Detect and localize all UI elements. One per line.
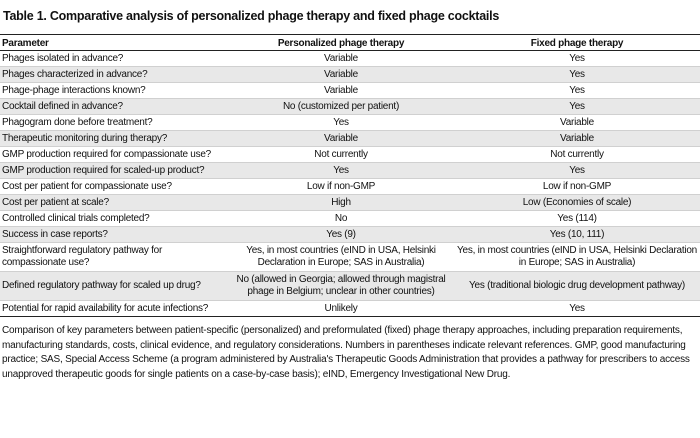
cell-fixed: Yes [454, 67, 700, 83]
cell-fixed: Low if non-GMP [454, 179, 700, 195]
table-row [0, 147, 700, 163]
cell-parameter: Cost per patient for compassionate use? [0, 179, 228, 195]
cell-personalized: Variable [228, 67, 454, 83]
cell-parameter: Straightforward regulatory pathway for compassionate use? [0, 243, 228, 272]
table-row [0, 272, 700, 301]
cell-fixed: Low (Economies of scale) [454, 195, 700, 211]
cell-personalized: Variable [228, 51, 454, 67]
cell-personalized: Low if non-GMP [228, 179, 454, 195]
cell-fixed: Not currently [454, 147, 700, 163]
cell-parameter: Phages isolated in advance? [0, 51, 228, 67]
table-body [0, 51, 700, 317]
cell-parameter: Cocktail defined in advance? [0, 99, 228, 115]
cell-fixed: Yes (114) [454, 211, 700, 227]
cell-personalized: Variable [228, 83, 454, 99]
cell-parameter: Success in case reports? [0, 227, 228, 243]
table-row [0, 195, 700, 211]
table-row [0, 243, 700, 272]
cell-parameter: GMP production required for compassionate use? [0, 147, 228, 163]
table-footnote: Comparison of key parameters between patient-specific (personalized) and preformulated (fixed) phage therapy approaches, including preparation requirements, manufacturing standards, costs, clinical evidence, and regulatory considerations. Numbers in parentheses indicate relevant references. GMP, good manufacturing practice; SAS, Special Access Scheme (a program administered by Australia's Therapeutic Goods Administration that provides a pathway for prescribers to access unapproved therapeutic goods for single patients on a case-by-case basis); eIND, Emergency Investigational New Drug. [2, 325, 690, 380]
cell-personalized: No (allowed in Georgia; allowed through magistral phage in Belgium; unclear in other countries) [228, 272, 454, 301]
cell-personalized: Yes (9) [228, 227, 454, 243]
cell-parameter: Potential for rapid availability for acute infections? [0, 301, 228, 317]
cell-parameter: Controlled clinical trials completed? [0, 211, 228, 227]
column-header-personalized: Personalized phage therapy [228, 36, 454, 51]
cell-parameter: Phagogram done before treatment? [0, 115, 228, 131]
cell-fixed: Variable [454, 115, 700, 131]
table-row [0, 83, 700, 99]
cell-fixed: Yes (traditional biologic drug development pathway) [454, 272, 700, 301]
comparison-table [0, 36, 700, 317]
column-header-fixed: Fixed phage therapy [454, 36, 700, 51]
cell-fixed: Yes (10, 111) [454, 227, 700, 243]
cell-fixed: Yes [454, 83, 700, 99]
table-row [0, 99, 700, 115]
cell-personalized: Variable [228, 131, 454, 147]
table-row [0, 67, 700, 83]
cell-personalized: No [228, 211, 454, 227]
cell-fixed: Yes [454, 51, 700, 67]
cell-parameter: Therapeutic monitoring during therapy? [0, 131, 228, 147]
cell-fixed: Yes [454, 99, 700, 115]
cell-fixed: Yes [454, 301, 700, 317]
table-row [0, 51, 700, 67]
table-row [0, 211, 700, 227]
cell-personalized: Yes [228, 163, 454, 179]
cell-personalized: High [228, 195, 454, 211]
cell-personalized: Unlikely [228, 301, 454, 317]
table-title: Table 1. Comparative analysis of personalized phage therapy and fixed phage cocktails [3, 9, 500, 23]
cell-parameter: GMP production required for scaled-up product? [0, 163, 228, 179]
cell-parameter: Cost per patient at scale? [0, 195, 228, 211]
cell-personalized: Yes [228, 115, 454, 131]
cell-personalized: Yes, in most countries (eIND in USA, Helsinki Declaration in Europe; SAS in Australia) [228, 243, 454, 272]
cell-parameter: Defined regulatory pathway for scaled up drug? [0, 272, 228, 301]
table-row [0, 163, 700, 179]
top-rule [0, 34, 700, 35]
header-row [0, 36, 700, 51]
cell-fixed: Yes [454, 163, 700, 179]
cell-fixed: Yes, in most countries (eIND in USA, Helsinki Declaration in Europe; SAS in Australia) [454, 243, 700, 272]
table-row [0, 227, 700, 243]
cell-parameter: Phages characterized in advance? [0, 67, 228, 83]
table-row [0, 131, 700, 147]
cell-parameter: Phage-phage interactions known? [0, 83, 228, 99]
cell-fixed: Variable [454, 131, 700, 147]
cell-personalized: No (customized per patient) [228, 99, 454, 115]
table-row [0, 115, 700, 131]
column-header-parameter: Parameter [0, 36, 228, 51]
table-row [0, 179, 700, 195]
table-row [0, 301, 700, 317]
cell-personalized: Not currently [228, 147, 454, 163]
